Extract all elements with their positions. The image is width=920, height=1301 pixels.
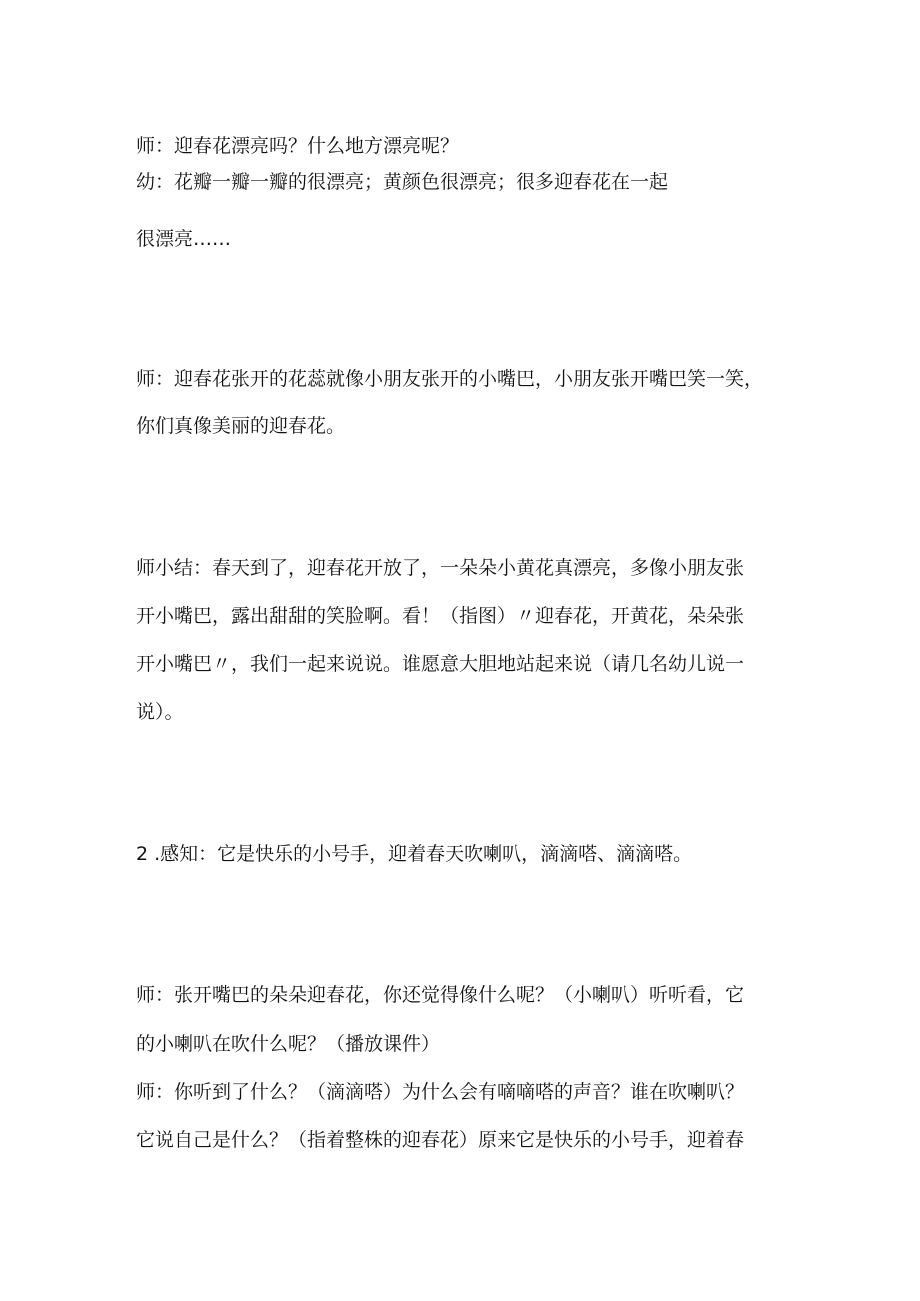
- text-line: 2 .感知：它是快乐的小号手，迎着春天吹喇叭，滴滴嗒、滴滴嗒。: [136, 843, 693, 865]
- text-line: 师：张开嘴巴的朵朵迎春花，你还觉得像什么呢？（小喇叭）听听看，它: [136, 984, 745, 1006]
- text-line: 的小喇叭在吹什么呢？（播放课件）: [136, 1033, 441, 1055]
- text-line: 师小结：春天到了，迎春花开放了，一朵朵小黄花真漂亮，多像小朋友张: [136, 557, 745, 579]
- text-line: 它说自己是什么？（指着整株的迎春花）原来它是快乐的小号手，迎着春: [136, 1129, 745, 1151]
- text-line: 师：你听到了什么？（滴滴嗒）为什么会有嘀嘀嗒的声音？谁在吹喇叭？: [136, 1081, 745, 1103]
- text-line: 幼：花瓣一瓣一瓣的很漂亮；黄颜色很漂亮；很多迎春花在一起: [136, 171, 669, 193]
- text-line: 你们真像美丽的迎春花。: [136, 415, 346, 437]
- text-line: 开小嘴巴〃，我们一起来说说。谁愿意大胆地站起来说（请几名幼儿说一: [136, 653, 745, 675]
- text-line: 开小嘴巴，露出甜甜的笑脸啊。看！（指图）〃迎春花，开黄花，朵朵张: [136, 605, 745, 627]
- text-line: 师：迎春花张开的花蕊就像小朋友张开的小嘴巴，小朋友张开嘴巴笑一笑，: [136, 368, 764, 390]
- text-line: 很漂亮……: [136, 228, 232, 250]
- text-line: 说）。: [136, 701, 184, 723]
- text-line: 师：迎春花漂亮吗？什么地方漂亮呢？: [136, 135, 460, 157]
